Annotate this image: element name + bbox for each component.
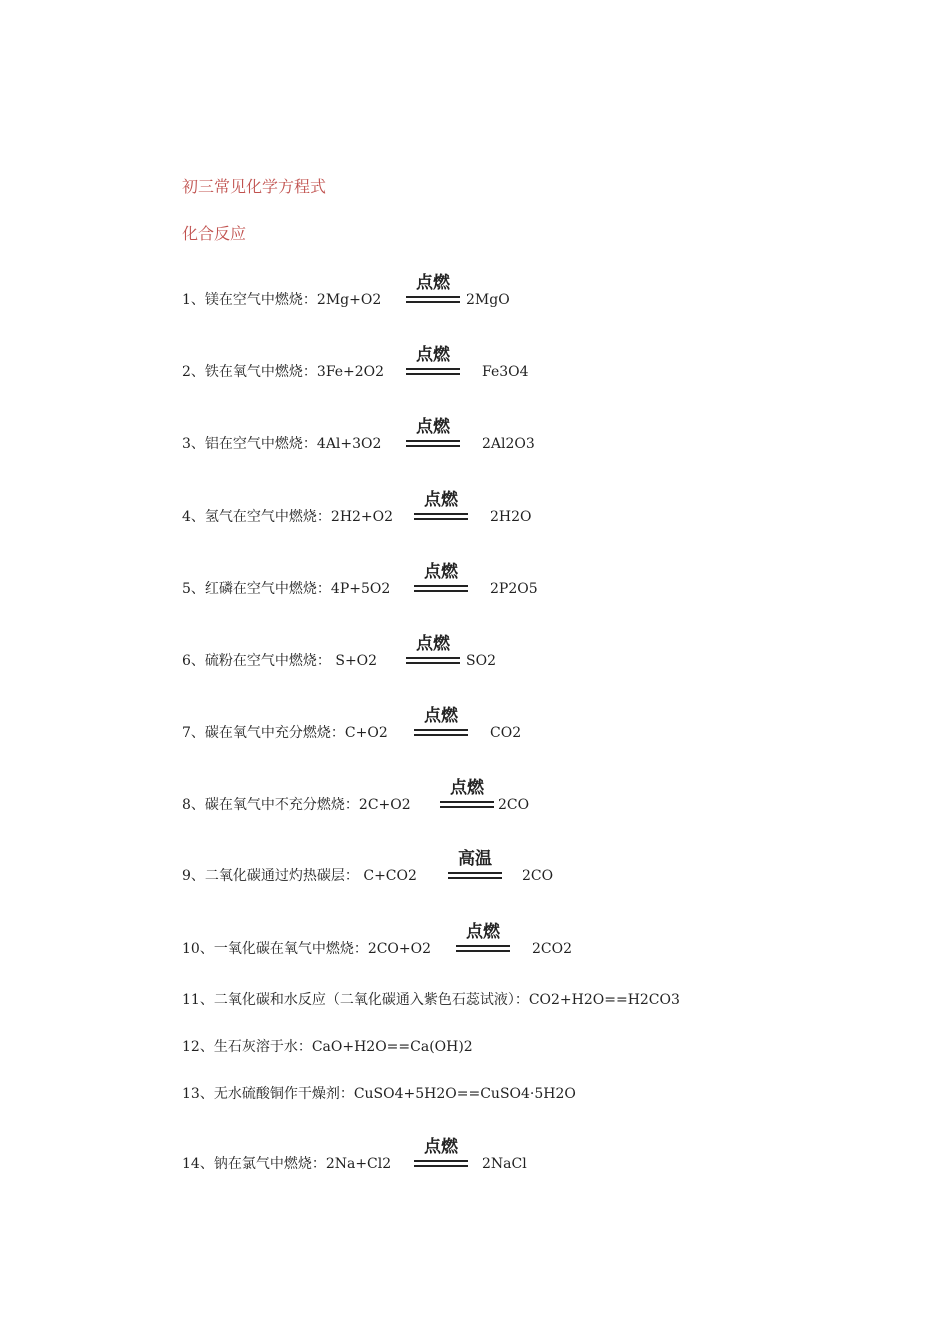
equation-product: 2H2O	[490, 509, 532, 525]
equation-product: 2Al2O3	[482, 436, 535, 452]
equals-bar-top	[406, 440, 460, 442]
equation-reactants: 3、铝在空气中燃烧：4Al+3O2	[182, 436, 382, 452]
equation-reactants: 4、氢气在空气中燃烧：2H2+O2	[182, 509, 394, 525]
condition-label: 点燃	[424, 1137, 458, 1157]
equals-bar-top	[414, 729, 468, 731]
condition-label: 点燃	[416, 417, 450, 437]
equals-bar-top	[414, 513, 468, 515]
reaction-condition	[406, 634, 460, 668]
condition-label: 点燃	[416, 634, 450, 654]
condition-label: 点燃	[416, 345, 450, 365]
equation-product: 2MgO	[466, 292, 510, 308]
reaction-condition	[440, 778, 494, 812]
equation-reactants: 7、碳在氧气中充分燃烧：C+O2	[182, 725, 388, 741]
reaction-condition	[406, 417, 460, 451]
reaction-condition	[414, 1137, 468, 1171]
condition-label: 点燃	[450, 778, 484, 798]
equals-bar-top	[456, 945, 510, 947]
equals-bar-top	[440, 801, 494, 803]
equation-product: 2CO	[498, 797, 530, 813]
reaction-condition	[456, 922, 510, 956]
equation-line-plain: 12、生石灰溶于水：CaO+H2O==Ca(OH)2	[182, 1039, 473, 1055]
equation-product: 2CO	[522, 868, 554, 884]
equals-bar-bottom	[414, 734, 468, 736]
document-title: 初三常见化学方程式	[182, 177, 327, 196]
reaction-condition	[406, 273, 460, 307]
section-heading: 化合反应	[182, 224, 247, 243]
condition-label: 点燃	[424, 562, 458, 582]
equation-product: 2CO2	[532, 941, 573, 957]
equals-bar-bottom	[406, 662, 460, 664]
equals-bar-bottom	[448, 877, 502, 879]
condition-label: 点燃	[424, 490, 458, 510]
equals-bar-bottom	[440, 806, 494, 808]
equals-bar-bottom	[406, 301, 460, 303]
equals-bar-top	[406, 368, 460, 370]
reaction-condition	[406, 345, 460, 379]
equation-reactants: 9、二氧化碳通过灼热碳层： C+CO2	[182, 868, 417, 884]
condition-label: 点燃	[466, 922, 500, 942]
equation-reactants: 6、硫粉在空气中燃烧： S+O2	[182, 653, 378, 669]
equation-reactants: 5、红磷在空气中燃烧：4P+5O2	[182, 581, 391, 597]
equation-reactants: 2、铁在氧气中燃烧：3Fe+2O2	[182, 364, 385, 380]
equation-product: Fe3O4	[482, 364, 529, 380]
equals-bar-bottom	[456, 950, 510, 952]
equals-bar-bottom	[414, 1165, 468, 1167]
equation-product: SO2	[466, 653, 496, 669]
equals-bar-top	[406, 296, 460, 298]
reaction-condition	[448, 849, 502, 883]
condition-label: 点燃	[424, 706, 458, 726]
equation-reactants: 14、钠在氯气中燃烧：2Na+Cl2	[182, 1156, 392, 1172]
equals-bar-top	[414, 585, 468, 587]
condition-label: 点燃	[416, 273, 450, 293]
equals-bar-top	[448, 872, 502, 874]
equals-bar-top	[406, 657, 460, 659]
equation-line-plain: 13、无水硫酸铜作干燥剂：CuSO4+5H2O==CuSO4·5H2O	[182, 1086, 576, 1102]
equals-bar-bottom	[414, 518, 468, 520]
equation-reactants: 8、碳在氧气中不充分燃烧：2C+O2	[182, 797, 411, 813]
equation-product: CO2	[490, 725, 522, 741]
equals-bar-bottom	[406, 445, 460, 447]
equals-bar-top	[414, 1160, 468, 1162]
equation-line-plain: 11、二氧化碳和水反应（二氧化碳通入紫色石蕊试液）：CO2+H2O==H2CO3	[182, 992, 680, 1008]
equation-product: 2NaCl	[482, 1156, 527, 1172]
equals-bar-bottom	[406, 373, 460, 375]
condition-label: 高温	[458, 849, 492, 869]
equation-product: 2P2O5	[490, 581, 538, 597]
equals-bar-bottom	[414, 590, 468, 592]
reaction-condition	[414, 706, 468, 740]
reaction-condition	[414, 562, 468, 596]
equation-reactants: 10、一氧化碳在氧气中燃烧：2CO+O2	[182, 941, 432, 957]
equation-reactants: 1、镁在空气中燃烧：2Mg+O2	[182, 292, 382, 308]
reaction-condition	[414, 490, 468, 524]
